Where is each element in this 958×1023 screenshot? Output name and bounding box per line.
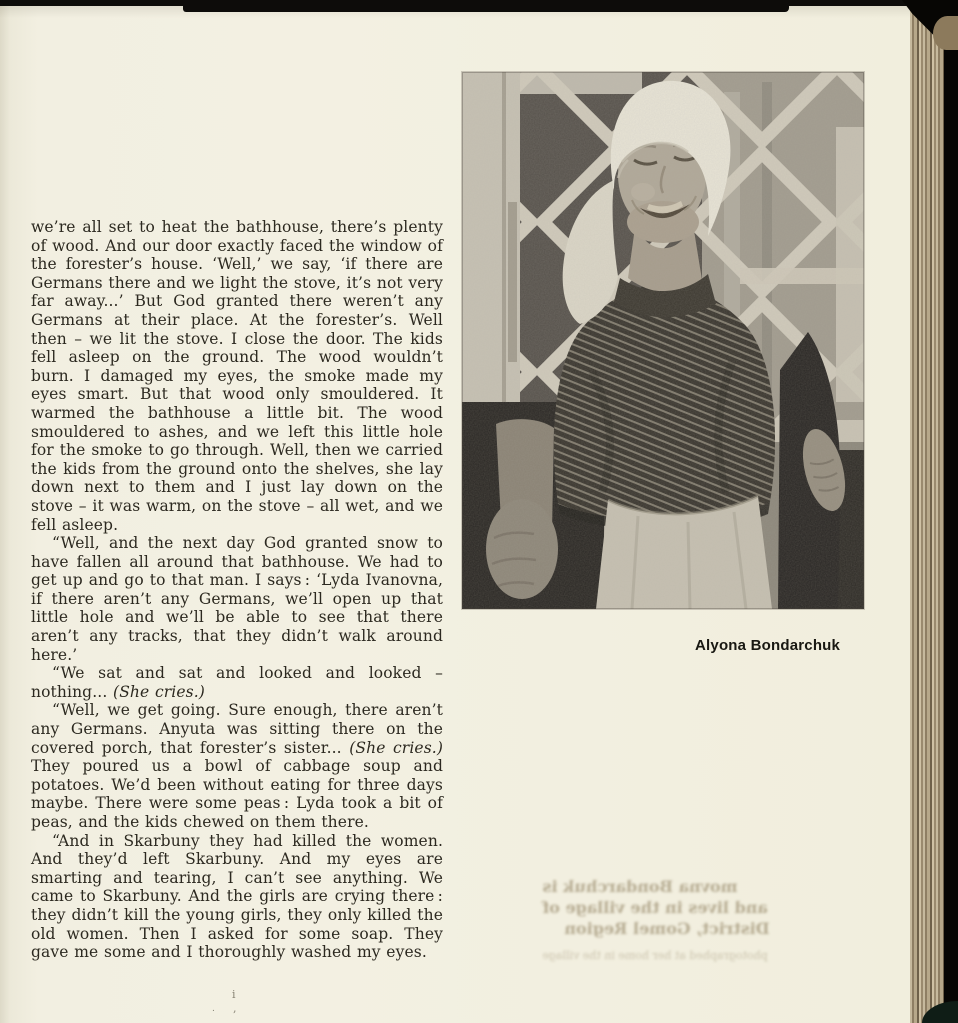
showthrough-line: District, Gomel Region bbox=[564, 919, 770, 938]
testimony-text-column bbox=[31, 218, 443, 962]
showthrough-line: and lives in the village of bbox=[542, 898, 768, 917]
article-paragraph: “Well, and the next day God granted snow to have fallen all around that bathhouse. We had to get up and go to that man. I says : ‘Lyda Ivanovna, if there aren’t any Germans, we’ll open up that little hole and we’ll be able to see that there aren’t any tracks, that they didn’t walk around here.’ bbox=[31, 534, 443, 664]
reverse-page-showthrough bbox=[452, 876, 858, 966]
photo-illustration bbox=[462, 72, 864, 609]
article-paragraph: we’re all set to heat the bathhouse, there’s plenty of wood. And our door exactly faced the window of the forester’s house. ‘Well,’ we say, ‘if there are Germans there and we light the stove, it’s not very far away...’ But God granted there weren’t any Germans at their place. At the forester’s. Well then – we lit the stove. I close the door. The kids fell asleep on the ground. The wood wouldn’t burn. I damaged my eyes, the smoke made my eyes smart. But that wood only smouldered. It warmed the bathhouse a little bit. The wood smouldered to ashes, and we left this little hole for the smoke to go through. Well, then we carried the kids from the ground onto the shelves, she lay down next to them and I just lay down on the stove – it was warm, on the stove – all wet, and we fell asleep. bbox=[31, 218, 443, 534]
article-paragraph: “We sat and sat and looked and looked – nothing... (She cries.) bbox=[31, 664, 443, 701]
stray-ink-mark: . bbox=[212, 1004, 215, 1014]
article-paragraph: “And in Skarbuny they had killed the women. And they’d left Skarbuny. And my eyes are smarting and tearing, I can’t see anything. We came to Skarbuny. And the girls are crying there : they didn’t kill the young girls, they only killed the old women. Then I asked for some soap. They gave me some and I thoroughly washed my eyes. bbox=[31, 831, 443, 962]
stray-ink-mark: , bbox=[233, 1002, 237, 1015]
article-paragraph: “Well, we get going. Sure enough, there aren’t any Germans. Anyuta was sitting there on the covered porch, that forester’s sister... (She cries.) They poured us a bowl of cabbage soup and potatoes. We’d been without eating for three days maybe. There were some peas : Lyda took a bit of peas, and the kids chewed on them there. bbox=[31, 701, 443, 831]
photograph-alyona-bondarchuk bbox=[462, 72, 864, 609]
book-page-edges bbox=[910, 0, 944, 1023]
showthrough-line: photographed at her home in the village bbox=[542, 949, 768, 962]
page-top-crop-bar-center bbox=[183, 0, 789, 12]
book-cover-corner-knob bbox=[933, 16, 958, 50]
showthrough-line: movna Bondarchuk is bbox=[542, 877, 738, 896]
photo-caption: Alyona Bondarchuk bbox=[695, 637, 841, 654]
stray-ink-mark: i bbox=[232, 988, 236, 1001]
photo-grain bbox=[462, 72, 864, 609]
black-backdrop bbox=[944, 0, 958, 1023]
